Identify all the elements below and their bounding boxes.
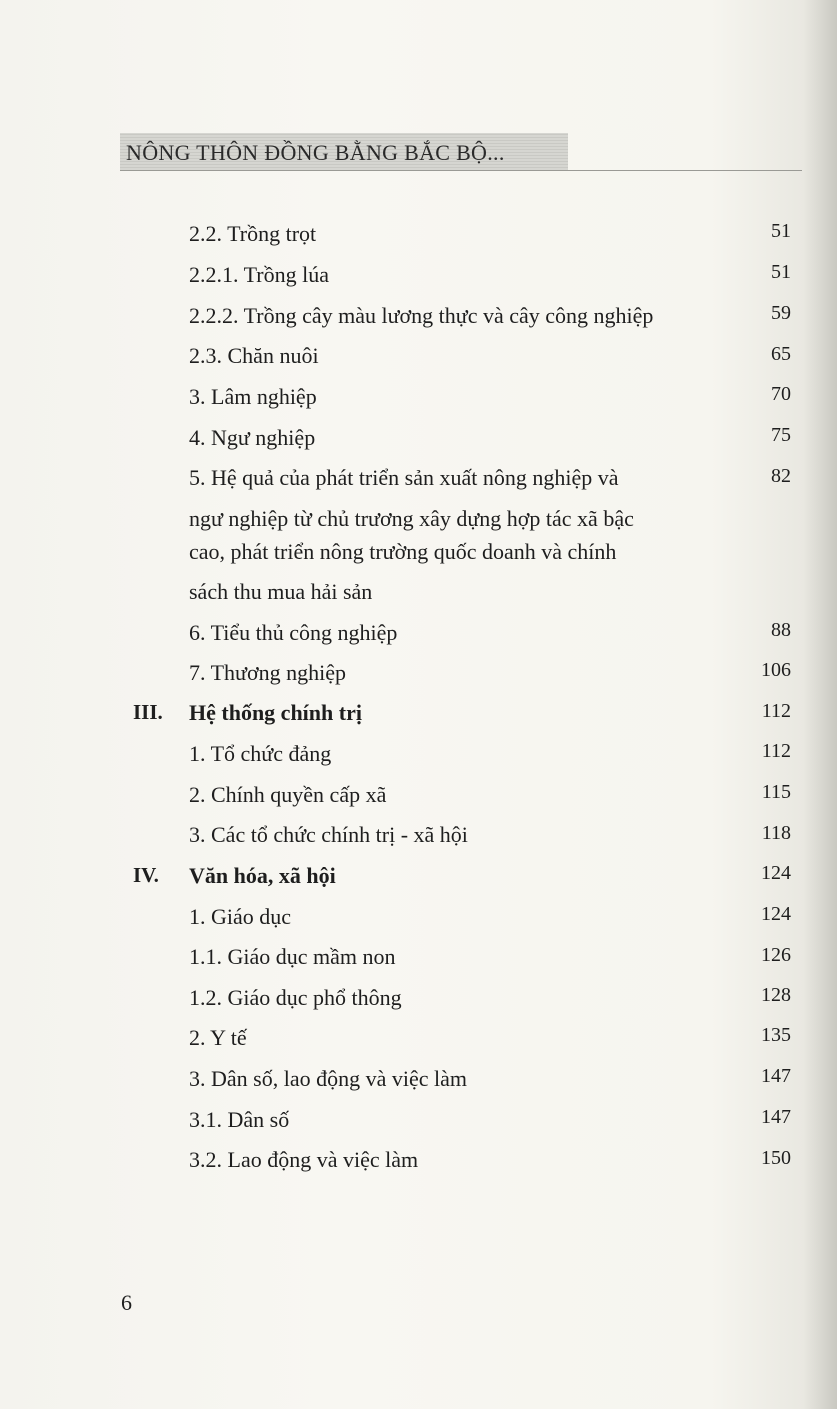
toc-entry-y-te: 2. Y tế xyxy=(189,1025,247,1050)
toc-entry-2-3: 2.3. Chăn nuôi xyxy=(189,343,319,368)
toc-entry-ngu-nghiep: 4. Ngư nghiệp xyxy=(189,425,316,450)
toc-page-giao-duc-pho-thong: 128 xyxy=(761,984,791,1006)
toc-page-2-2-1: 51 xyxy=(771,261,791,283)
toc-entry-tieu-thu-cong-nghiep: 6. Tiểu thủ công nghiệp xyxy=(189,620,398,645)
toc-page-he-thong-chinh-tri: 112 xyxy=(761,700,791,722)
toc-entry-to-chuc-dang: 1. Tổ chức đảng xyxy=(189,741,332,766)
toc-page-dan-so-lao-dong: 147 xyxy=(761,1065,791,1087)
toc-page-giao-duc: 124 xyxy=(761,903,791,925)
toc-entry-giao-duc-pho-thong: 1.2. Giáo dục phổ thông xyxy=(189,985,402,1010)
toc-page-chinh-quyen-cap-xa: 115 xyxy=(761,781,791,803)
toc-entry-he-qua-line-3: cao, phát triển nông trường quốc doanh và chính xyxy=(189,539,617,564)
toc-entry-2-2: 2.2. Trồng trọt xyxy=(189,221,317,246)
toc-page-y-te: 135 xyxy=(761,1024,791,1046)
toc-page-tieu-thu-cong-nghiep: 88 xyxy=(771,619,791,641)
toc-page-lam-nghiep: 70 xyxy=(771,383,791,405)
header-rule xyxy=(120,170,802,171)
toc-page-2-2-2: 59 xyxy=(771,302,791,324)
toc-entry-he-qua-line-1: 5. Hệ quả của phát triển sản xuất nông nghiệp và xyxy=(189,465,619,490)
toc-page-he-qua: 82 xyxy=(771,465,791,487)
toc-section-van-hoa-xa-hoi: Văn hóa, xã hội xyxy=(189,863,336,888)
toc-page-ngu-nghiep: 75 xyxy=(771,424,791,446)
toc-page-to-chuc-chinh-tri-xa-hoi: 118 xyxy=(761,822,791,844)
toc-page-giao-duc-mam-non: 126 xyxy=(761,944,791,966)
toc-section-numeral-iv: IV. xyxy=(133,863,159,887)
toc-entry-he-qua-line-2: ngư nghiệp từ chủ trương xây dựng hợp tác xã bậc xyxy=(189,506,634,531)
toc-entry-lao-dong-viec-lam: 3.2. Lao động và việc làm xyxy=(189,1147,419,1172)
toc-entry-lam-nghiep: 3. Lâm nghiệp xyxy=(189,384,317,409)
toc-page-2-2: 51 xyxy=(771,220,791,242)
toc-entry-giao-duc: 1. Giáo dục xyxy=(189,904,292,929)
toc-page-dan-so: 147 xyxy=(761,1106,791,1128)
running-header-title: NÔNG THÔN ĐỒNG BẰNG BẮC BỘ... xyxy=(126,140,505,165)
toc-entry-to-chuc-chinh-tri-xa-hoi: 3. Các tổ chức chính trị - xã hội xyxy=(189,822,468,847)
toc-entry-dan-so: 3.1. Dân số xyxy=(189,1107,290,1132)
toc-entry-he-qua-line-4: sách thu mua hải sản xyxy=(189,579,373,604)
toc-entry-2-2-2: 2.2.2. Trồng cây màu lương thực và cây công nghiệp xyxy=(189,303,654,328)
toc-page-lao-dong-viec-lam: 150 xyxy=(761,1147,791,1169)
toc-entry-dan-so-lao-dong: 3. Dân số, lao động và việc làm xyxy=(189,1066,467,1091)
toc-entry-thuong-nghiep: 7. Thương nghiệp xyxy=(189,660,346,685)
toc-entry-2-2-1: 2.2.1. Trồng lúa xyxy=(189,262,329,287)
toc-entry-chinh-quyen-cap-xa: 2. Chính quyền cấp xã xyxy=(189,782,387,807)
toc-page-to-chuc-dang: 112 xyxy=(761,740,791,762)
toc-section-numeral-iii: III. xyxy=(133,700,163,724)
toc-page-van-hoa-xa-hoi: 124 xyxy=(761,862,791,884)
page-number: 6 xyxy=(121,1290,132,1315)
toc-section-he-thong-chinh-tri: Hệ thống chính trị xyxy=(189,700,362,725)
toc-entry-giao-duc-mam-non: 1.1. Giáo dục mầm non xyxy=(189,944,396,969)
toc-page-thuong-nghiep: 106 xyxy=(761,659,791,681)
toc-page-2-3: 65 xyxy=(771,343,791,365)
